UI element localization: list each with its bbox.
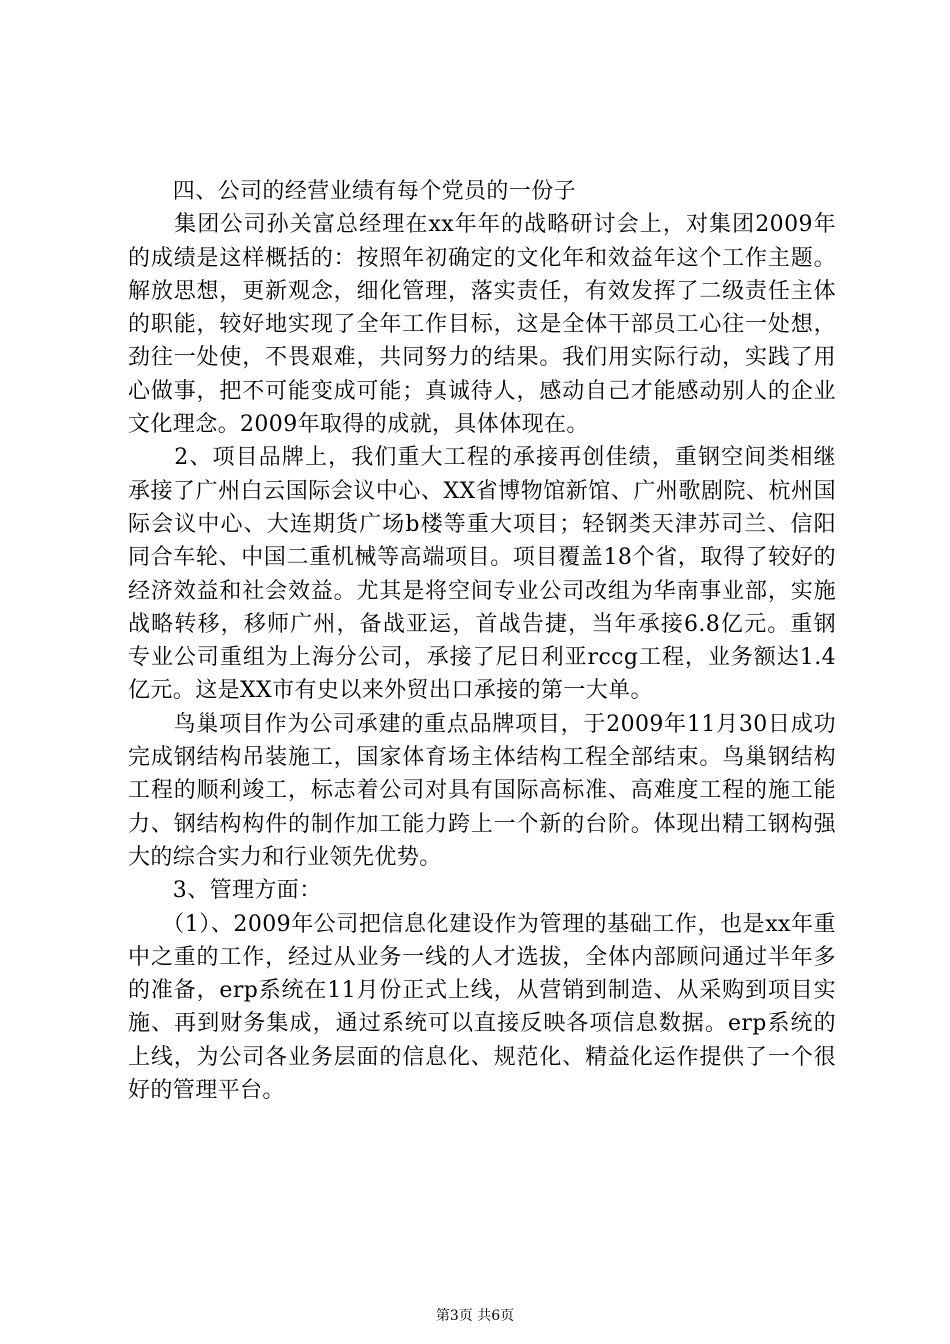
paragraph-group-summary: 集团公司孙关富总经理在xx年年的战略研讨会上，对集团2009年的成绩是这样概括的：按照年初确定的文化年和效益年这个工作主题。解放思想，更新观念，细化管理，落实责任，有效发挥了二级责任主体的职能，较好地实现了全年工作目标，这是全体干部员工心往一处想，劲往一处使，不畏艰难，共同努力的结果。我们用实际行动，实践了用心做事，把不可能变成可能；真诚待人，感动自己才能感动别人的企业文化理念。2009年取得的成就，具体体现在。 — [128, 212, 836, 438]
section-heading: 四、公司的经营业绩有每个党员的一份子 — [128, 179, 577, 204]
paragraph-management-heading: 3、管理方面： — [128, 878, 322, 904]
document-body — [128, 175, 836, 1107]
page-footer: 第3页 共6页 — [435, 1308, 515, 1324]
paragraph-erp: （1）、2009年公司把信息化建设作为管理的基础工作，也是xx年重中之重的工作，经过从业务一线的人才选拔，全体内部顾问通过半年多的准备，erp系统在11月份正式上线，从营销到制造、从采购到项目实施、再到财务集成，通过系统可以直接反映各项信息数据。erp系统的上线，为公司各业务层面的信息化、规范化、精益化运作提供了一个很好的管理平台。 — [128, 911, 836, 1104]
paragraph-project-brand: 2、项目品牌上，我们重大工程的承接再创佳绩，重钢空间类相继承接了广州白云国际会议中心、XX省博物馆新馆、广州歌剧院、杭州国际会议中心、大连期货广场b楼等重大项目；轻钢类天津苏司兰、信阳同合车轮、中国二重机械等高端项目。项目覆盖18个省，取得了较好的经济效益和社会效益。尤其是将空间专业公司改组为华南事业部，实施战略转移，移师广州，备战亚运，首战告捷，当年承接6.8亿元。重钢专业公司重组为上海分公司，承接了尼日利亚rccg工程，业务额达1.4亿元。这是XX市有史以来外贸出口承接的第一大单。 — [128, 445, 836, 704]
paragraph-birds-nest: 鸟巢项目作为公司承建的重点品牌项目，于2009年11月30日成功完成钢结构吊装施工，国家体育场主体结构工程全部结束。鸟巢钢结构工程的顺利竣工，标志着公司对具有国际高标准、高难度工程的施工能力、钢结构构件的制作加工能力跨上一个新的台阶。体现出精工钢构强大的综合实力和行业领先优势。 — [128, 711, 836, 870]
